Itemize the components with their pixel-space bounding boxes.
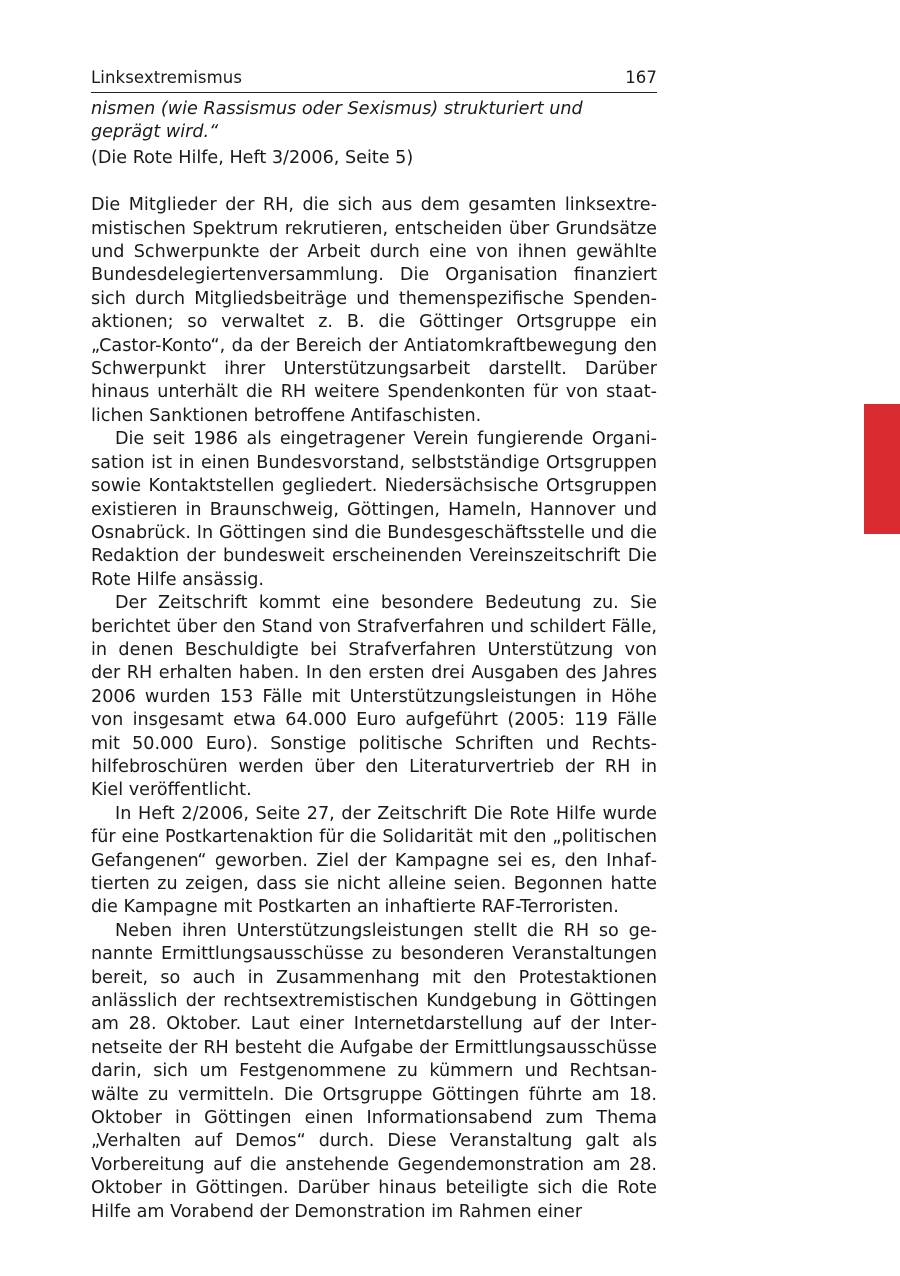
paragraph-3: Der Zeitschrift kommt eine besondere Bedeutung zu. Sie berichtet über den Stand von Strafverfahren und schildert Fälle, in denen Beschuldigte bei Strafverfahren Unterstützung von der RH erhalten haben. In den ersten drei Ausgaben des Jahres 2006 wurden 153 Fälle mit Unterstützungsleistungen in Höhe von insgesamt etwa 64.000 Euro aufgeführt (2005: 119 Fälle mit 50.000 Euro). Sonstige politische Schriften und Rechtshilfebroschüren werden über den Literaturvertrieb der RH in Kiel veröffentlicht. [91,593,657,801]
paragraph-2: Die seit 1986 als eingetragener Verein fungierende Organisation ist in einen Bundesvorstand, selbstständige Ortsgruppen sowie Kontaktstellen gegliedert. Niedersächsische Ortsgruppen existieren in Braunschweig, Göttingen, Hameln, Hannover und Osnabrück. In Göttingen sind die Bundesgeschäftsstelle und die Redaktion der bundesweit erscheinenden Vereinszeitschrift Die Rote Hilfe ansässig. [91,429,657,590]
section-title: Linksextremismus [91,68,243,87]
paragraph-1: Die Mitglieder der RH, die sich aus dem gesamten linksextremistischen Spektrum rekrutieren, entscheiden über Grundsätze und Schwerpunkte der Arbeit durch eine von ihnen gewählte Bundesdelegiertenversammlung. Die Organisation finanziert sich durch Mitgliedsbeiträge und themenspezifische Spendenaktionen; so verwaltet z. B. die Göttinger Ortsgruppe ein „Castor-Konto“, da der Bereich der Antiatomkraftbewegung den Schwerpunkt ihrer Unterstützungsarbeit darstellt. Darüber hinaus unterhält die RH weitere Spendenkonten für von staatlichen Sanktionen betroffene Antifaschisten. [91,195,657,426]
quote-source: (Die Rote Hilfe, Heft 3/2006, Seite 5) [91,147,414,168]
page-number: 167 [625,68,657,87]
paragraph-4: In Heft 2/2006, Seite 27, der Zeitschrift Die Rote Hilfe wurde für eine Postkartenaktion für die Solidarität mit den „politischen Gefangenen“ geworben. Ziel der Kampagne sei es, den Inhaftierten zu zeigen, dass sie nicht alleine seien. Begonnen hatte die Kampagne mit Postkarten an inhaftierte RAF-Terroristen. [91,803,657,918]
chapter-tab-marker [864,404,900,534]
body-text [91,194,657,1224]
document-page [91,66,657,1224]
quote-text: nismen (wie Rassismus oder Sexismus) strukturiert und geprägt wird.“ [91,99,583,143]
paragraph-5: Neben ihren Unterstützungsleistungen stellt die RH so genannte Ermittlungsausschüsse zu besonderen Veranstaltungen bereit, so auch in Zusammenhang mit den Protestaktionen anlässlich der rechtsextremistischen Kundgebung in Göttingen am 28. Oktober. Laut einer Internetdarstellung auf der Internetseite der RH besteht die Aufgabe der Ermittlungsausschüsse darin, sich um Festgenommene zu kümmern und Rechtsanwälte zu vermitteln. Die Ortsgruppe Göttingen führte am 18. Oktober in Göttingen einen Informationsabend zum Thema „Verhalten auf Demos“ durch. Diese Veranstaltung galt als Vorbereitung auf die anstehende Gegendemonstration am 28. Oktober in Göttingen. Darüber hinaus beteiligte sich die Rote Hilfe am Vorabend der Demonstration im Rahmen einer [91,920,657,1222]
running-header [91,66,657,93]
